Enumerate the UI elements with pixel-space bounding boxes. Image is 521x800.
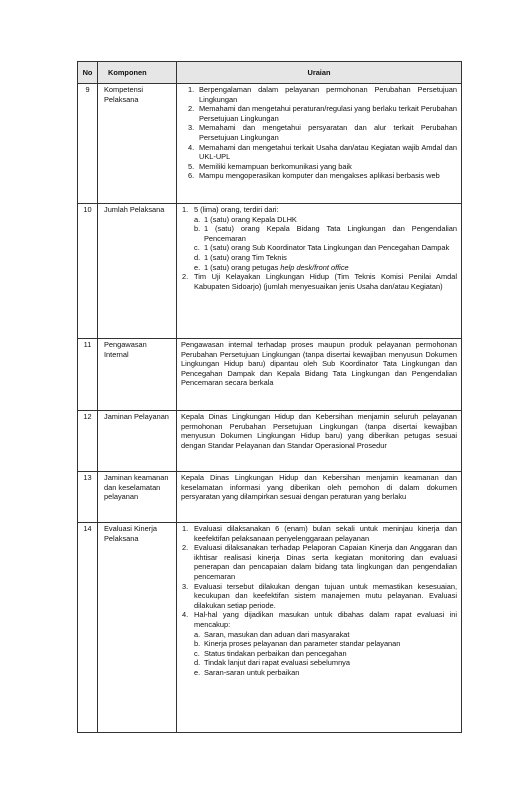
list-item: 2. Evaluasi dilaksanakan terhadap Pelaporan Capaian Kinerja dan Anggaran dan ikhtisar realisasi kinerja Dinas serta kegiatan monitoring dan evaluasi penerapan dan pencapaian dalam bidang tata lingkungan dan pengendalian pencemaran <box>182 543 457 581</box>
numbered-list <box>181 524 457 630</box>
list-item: 2. Tim Uji Kelayakan Lingkungan Hidup (Tim Teknis Komisi Penilai Amdal Kabupaten Sidoarjo) (jumlah menyesuaikan jenis Usaha dan/atau Kegiatan) <box>182 272 457 291</box>
list-item: 3. Memahami dan mengetahui persyaratan dan alur terkait Perubahan Persetujuan Lingkungan <box>188 123 457 142</box>
table-row <box>78 204 462 339</box>
table-row <box>78 84 462 204</box>
row-number: 10 <box>78 204 98 339</box>
row-number: 9 <box>78 84 98 204</box>
numbered-list <box>181 85 457 181</box>
table-row <box>78 472 462 523</box>
list-item: 1. Evaluasi dilaksanakan 6 (enam) bulan sekali untuk meninjau kinerja dan keefektifan pelaksanaan penyelenggaraan pelayanan <box>182 524 457 543</box>
list-item: d. 1 (satu) orang Tim Teknis <box>194 252 287 262</box>
row-komponen: Evaluasi Kinerja Pelaksana <box>98 523 177 733</box>
list-item: a. 1 (satu) orang Kepala DLHK <box>194 214 297 224</box>
list-item: e. Saran-saran untuk perbaikan <box>194 667 300 677</box>
list-item: 1. 5 (lima) orang, terdiri dari: <box>182 205 279 214</box>
row-uraian <box>177 84 462 204</box>
row-komponen: Pengawasan Internal <box>98 339 177 411</box>
numbered-list <box>181 272 457 291</box>
row-uraian: Kepala Dinas Lingkungan Hidup dan Kebersihan menjamin seluruh pelayanan permohonan Perubahan Persetujuan Lingkungan (tanpa disertai kewajiban menyusun Dokumen Lingkungan Hidup baru) yang diberikan petugas sesuai dengan Standar Pelayanan dan Standar Operasional Prosedur <box>177 411 462 472</box>
list-item: c. 1 (satu) orang Sub Koordinator Tata Lingkungan dan Pencegahan Dampak <box>194 243 450 253</box>
list-item: 1. Berpengalaman dalam pelayanan permohonan Perubahan Persetujuan Lingkungan <box>188 85 457 104</box>
row-number: 12 <box>78 411 98 472</box>
standar-pelayanan-table <box>77 61 462 733</box>
list-item: a. Saran, masukan dan aduan dari masyarakat <box>194 629 350 639</box>
row-number: 11 <box>78 339 98 411</box>
row-number: 13 <box>78 472 98 523</box>
list-item: 3. Evaluasi tersebut dilakukan dengan tujuan untuk memastikan kesesuaian, kecukupan dan keefektifan sistem manajemen mutu pelayanan. Evaluasi dilakukan setiap periode. <box>182 581 457 610</box>
header-komponen: Komponen <box>98 62 177 84</box>
row-komponen: Jaminan Pelayanan <box>98 411 177 472</box>
list-item: 4. Hal-hal yang dijadikan masukan untuk dibahas dalam rapat evaluasi ini mencakup: <box>182 610 457 629</box>
numbered-list <box>181 205 457 215</box>
list-item: d. Tindak lanjut dari rapat evaluasi sebelumnya <box>194 658 350 668</box>
table-header-row <box>78 62 462 84</box>
table-row <box>78 411 462 472</box>
lettered-list <box>181 630 457 678</box>
list-item: c. Status tindakan perbaikan dan pencegahan <box>194 648 347 658</box>
list-item: e. 1 (satu) orang petugas help desk/front office <box>194 262 349 272</box>
document-page <box>77 61 461 733</box>
header-uraian: Uraian <box>177 62 462 84</box>
row-komponen: Jumlah Pelaksana <box>98 204 177 339</box>
list-item: b. Kinerja proses pelayanan dan parameter standar pelayanan <box>194 639 401 649</box>
row-komponen: Jaminan keamanan dan keselamatan pelayanan <box>98 472 177 523</box>
row-uraian <box>177 204 462 339</box>
header-no: No <box>78 62 98 84</box>
list-item: 5. Memiliki kemampuan berkomunikasi yang baik <box>188 161 352 171</box>
table-row <box>78 523 462 733</box>
row-uraian: Kepala Dinas Lingkungan Hidup dan Kebersihan menjamin keamanan dan keselamatan informasi yang diberikan oleh pemohon di dalam dokumen persyaratan yang dilampirkan sesuai dengan peraturan yang berlaku <box>177 472 462 523</box>
list-item: 6. Mampu mengoperasikan komputer dan mengakses aplikasi berbasis web <box>188 171 440 181</box>
list-item: b. 1 (satu) orang Kepala Bidang Tata Lingkungan dan Pengendalian Pencemaran <box>194 224 457 243</box>
row-uraian <box>177 523 462 733</box>
lettered-list <box>181 215 457 273</box>
row-uraian: Pengawasan internal terhadap proses maupun produk pelayanan permohonan Perubahan Persetujuan Lingkungan (tanpa disertai kewajiban menyusun Dokumen Lingkungan Hidup baru) dipantau oleh Sub Koordinator Tata Lingkungan dan Pencegahan Dampak dan Kepala Bidang Tata Lingkungan dan Pengendalian Pencemaran secara berkala <box>177 339 462 411</box>
list-item: 2. Memahami dan mengetahui peraturan/regulasi yang berlaku terkait Perubahan Persetujuan Lingkungan <box>188 104 458 123</box>
list-item: 4. Memahami dan mengetahui terkait Usaha dan/atau Kegiatan wajib Amdal dan UKL-UPL <box>188 142 457 162</box>
table-row <box>78 339 462 411</box>
row-number: 14 <box>78 523 98 733</box>
row-komponen: Kompetensi Pelaksana <box>98 84 177 204</box>
